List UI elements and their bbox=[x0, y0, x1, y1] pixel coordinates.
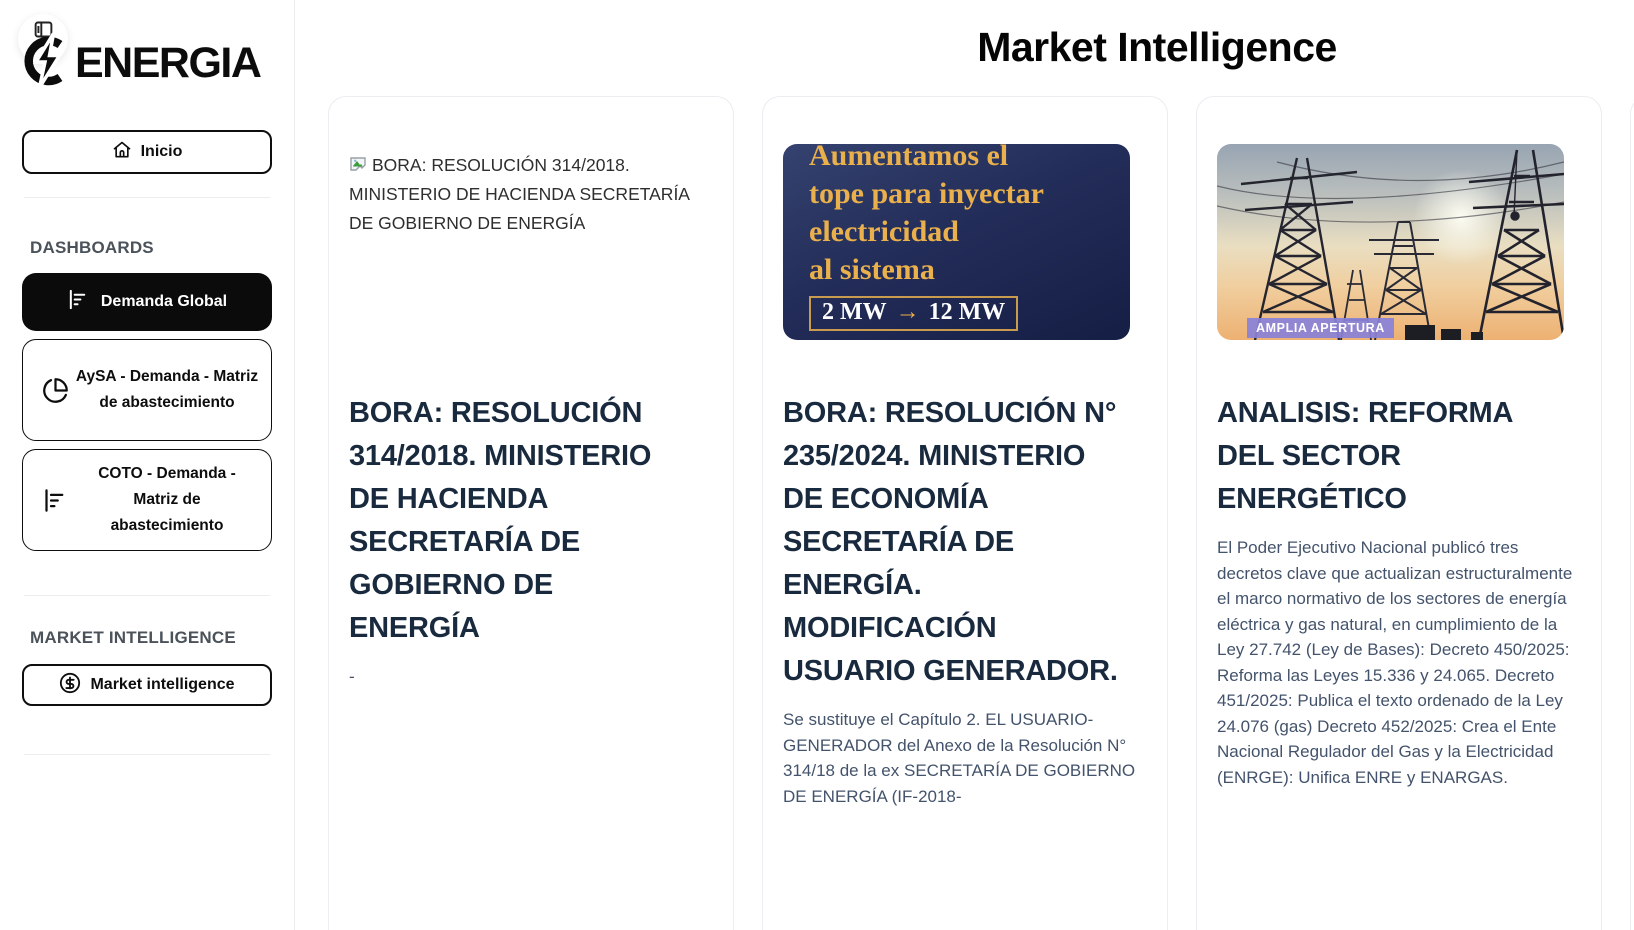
promo-headline-line: Aumentamos el bbox=[809, 144, 1009, 172]
power-lines-photo bbox=[1217, 144, 1564, 340]
sidebar bbox=[0, 0, 295, 930]
promo-headline-line: al sistema bbox=[809, 253, 935, 286]
divider bbox=[24, 197, 270, 198]
card-title: BORA: RESOLUCIÓN N° 235/2024. MINISTERIO DE ECONOMÍA SECRETARÍA DE ENERGÍA. MODIFICACIÓN USUARIO GENERADOR. bbox=[783, 397, 1118, 687]
bar-chart-icon bbox=[67, 288, 90, 316]
page-title: Market Intelligence bbox=[977, 24, 1337, 70]
transmission-towers-illustration bbox=[1217, 144, 1564, 340]
card-title: BORA: RESOLUCIÓN 314/2018. MINISTERIO DE HACIENDA SECRETARÍA DE GOBIERNO DE ENERGÍA bbox=[349, 397, 652, 644]
divider bbox=[24, 754, 270, 755]
photo-banner: AMPLIA APERTURA bbox=[1247, 318, 1394, 338]
dollar-circle-icon bbox=[59, 672, 81, 699]
main-content bbox=[297, 0, 1634, 930]
sidebar-item-label: AySA - Demanda - Matriz de abastecimiento bbox=[75, 368, 259, 411]
market-intelligence-label: Market intelligence bbox=[90, 676, 235, 693]
energia-bolt-logo-icon bbox=[22, 30, 72, 97]
promo-headline-line: electricidad bbox=[809, 215, 959, 248]
bar-chart-icon bbox=[35, 487, 75, 514]
card-title: ANALISIS: REFORMA DEL SECTOR ENERGÉTICO bbox=[1217, 397, 1513, 515]
sidebar-item-label: Demanda Global bbox=[100, 293, 228, 310]
cards-row bbox=[297, 96, 1634, 930]
promo-image-tope-inyeccion bbox=[783, 144, 1130, 340]
app-logo bbox=[22, 30, 294, 94]
sidebar-item-label: COTO - Demanda - Matriz de abastecimiento bbox=[98, 465, 236, 534]
inicio-button[interactable] bbox=[22, 130, 272, 174]
logo-text: ENERGIA bbox=[75, 39, 261, 87]
card-image-broken bbox=[349, 144, 713, 340]
divider bbox=[24, 595, 270, 596]
promo-mw-badge: 2 MW → 12 MW bbox=[809, 296, 1018, 331]
news-card-bora-235-2024[interactable] bbox=[762, 96, 1168, 930]
news-card-bora-314-2018[interactable] bbox=[328, 96, 734, 930]
news-card-partial[interactable] bbox=[1630, 96, 1634, 930]
section-label-market-intelligence: MARKET INTELLIGENCE bbox=[30, 628, 236, 647]
sidebar-item-coto[interactable] bbox=[22, 449, 272, 551]
cards-scroll-area bbox=[297, 24, 1634, 930]
section-label-dashboards: DASHBOARDS bbox=[30, 238, 154, 257]
news-card-reforma-sector[interactable] bbox=[1196, 96, 1602, 930]
sidebar-item-demanda-global[interactable] bbox=[22, 273, 272, 331]
image-alt-text: BORA: RESOLUCIÓN 314/2018. MINISTERIO DE HACIENDA SECRETARÍA DE GOBIERNO DE ENERGÍA bbox=[349, 155, 690, 233]
pie-chart-icon bbox=[35, 377, 75, 404]
card-body: Se sustituye el Capítulo 2. EL USUARIO-GENERADOR del Anexo de la Resolución N° 314/18 de la ex SECRETARÍA DE GOBIERNO DE ENERGÍA (IF-2018- bbox=[783, 710, 1136, 806]
home-icon bbox=[112, 140, 132, 165]
card-body: El Poder Ejecutivo Nacional publicó tres decretos clave que actualizan estructuralmente el marco normativo de los sectores de energía eléctrica y gas natural, en cumplimiento de la Ley 27.742 (Ley de Bases): Decreto 450/2025: Reforma las Leyes 15.336 y 24.065. Decreto 451/2025: Publica el texto ordenado de la Ley 24.076 (gas) Decreto 452/2025: Crea el Ente Nacional Regulador del Gas y la Electricidad (ENRGE): Unifica ENRE y ENARGAS. bbox=[1217, 538, 1573, 787]
card-image-slot bbox=[1217, 144, 1581, 340]
promo-headline-line: tope para inyectar bbox=[809, 177, 1044, 210]
card-body: - bbox=[349, 667, 355, 686]
right-arrow-icon: → bbox=[895, 299, 920, 325]
market-intelligence-button[interactable] bbox=[22, 664, 272, 706]
broken-image-icon bbox=[349, 156, 370, 174]
sidebar-item-aysa[interactable] bbox=[22, 339, 272, 441]
inicio-label: Inicio bbox=[140, 143, 183, 160]
card-image-slot bbox=[783, 144, 1147, 340]
